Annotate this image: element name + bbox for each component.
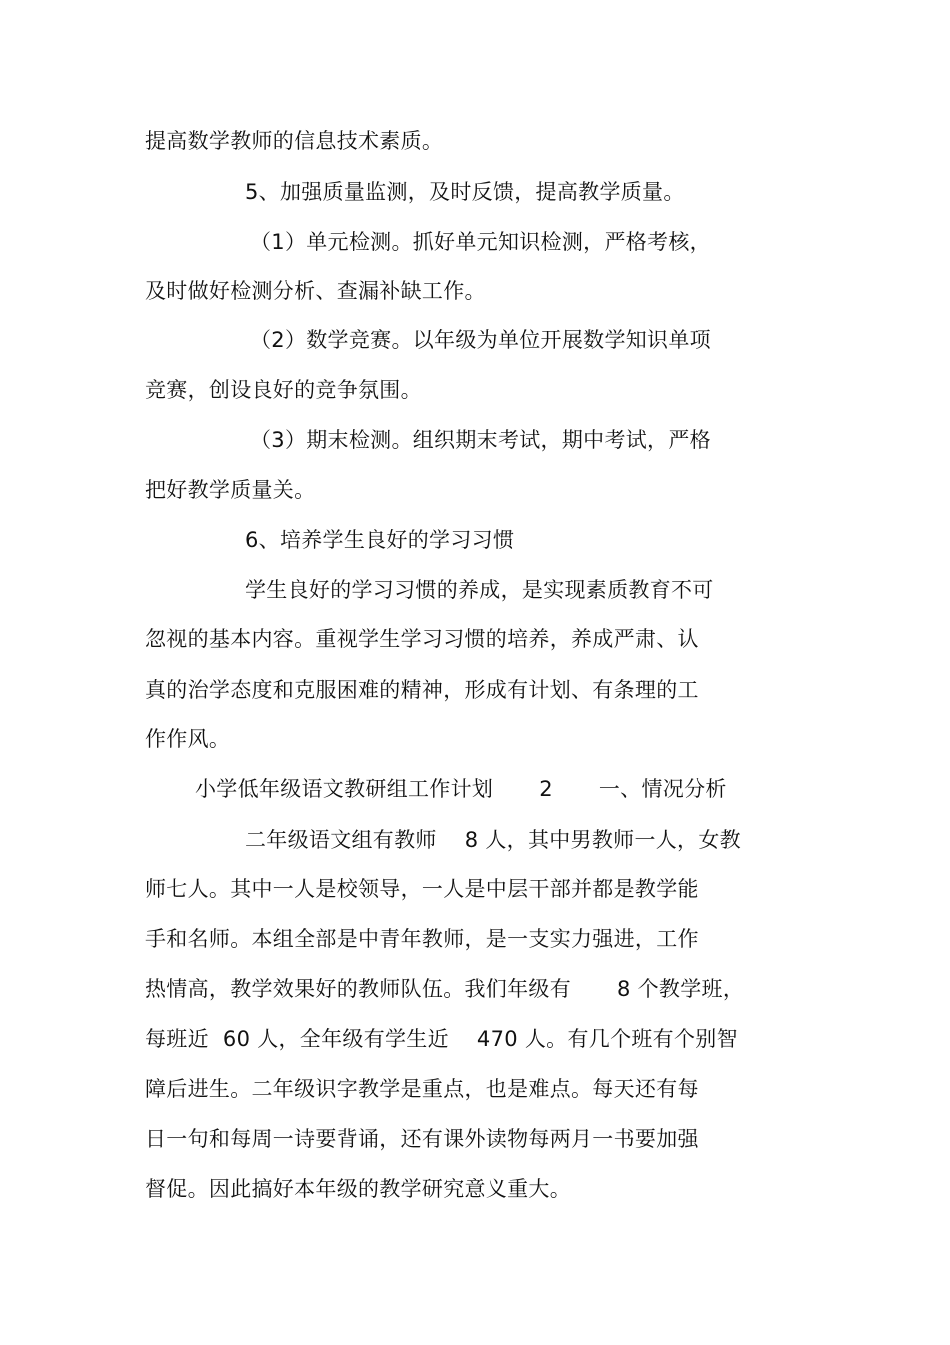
text-span: 每班近 <box>145 1027 209 1051</box>
list-item: （3）期末检测。组织期末考试，期中考试，严格 <box>250 428 711 452</box>
paragraph-line: 师七人。其中一人是校领导，一人是中层干部并都是教学能 <box>145 877 699 901</box>
paragraph-line: 督促。因此搞好本年级的教学研究意义重大。 <box>145 1177 571 1201</box>
text-span: 8 个教学班， <box>617 977 745 1001</box>
text-span: 60 人，全年级有学生近 <box>222 1027 449 1051</box>
paragraph-line: 忽视的基本内容。重视学生学习习惯的培养，养成严肃、认 <box>145 627 699 651</box>
list-item: （1）单元检测。抓好单元知识检测，严格考核， <box>250 230 711 254</box>
section-heading: 6、培养学生良好的学习习惯 <box>245 528 515 552</box>
heading-section: 一、情况分析 <box>598 777 727 801</box>
text-span: 二年级语文组有教师 <box>245 828 437 852</box>
text-line: 及时做好检测分析、查漏补缺工作。 <box>145 279 486 303</box>
paragraph-line <box>245 826 741 854</box>
text-span: 热情高，教学效果好的教师队伍。我们年级有 <box>145 977 571 1001</box>
text-line: 竞赛，创设良好的竞争氛围。 <box>145 378 422 402</box>
paragraph-line <box>145 975 744 1003</box>
paragraph-line: 学生良好的学习习惯的养成，是实现素质教育不可 <box>245 578 714 602</box>
list-item: （2）数学竞赛。以年级为单位开展数学知识单项 <box>250 328 711 352</box>
text-line: 把好教学质量关。 <box>145 478 316 502</box>
paragraph-line: 作作风。 <box>145 727 231 751</box>
paragraph-line: 手和名师。本组全部是中青年教师，是一支实力强进，工作 <box>145 927 699 951</box>
paragraph-line: 障后进生。二年级识字教学是重点，也是难点。每天还有每 <box>145 1077 699 1101</box>
text-span: 470 人。有几个班有个别智 <box>476 1027 738 1051</box>
text-line: 提高数学教师的信息技术素质。 <box>145 129 444 153</box>
heading-number: 2 <box>539 777 553 801</box>
document-heading <box>195 775 727 803</box>
section-heading: 5、加强质量监测，及时反馈，提高教学质量。 <box>245 180 685 204</box>
paragraph-line: 真的治学态度和克服困难的精神，形成有计划、有条理的工 <box>145 678 699 702</box>
paragraph-line <box>145 1025 738 1053</box>
paragraph-line: 日一句和每周一诗要背诵，还有课外读物每两月一书要加强 <box>145 1127 699 1151</box>
text-span: 8 人，其中男教师一人，女教 <box>464 828 741 852</box>
heading-title: 小学低年级语文教研组工作计划 <box>195 777 494 801</box>
